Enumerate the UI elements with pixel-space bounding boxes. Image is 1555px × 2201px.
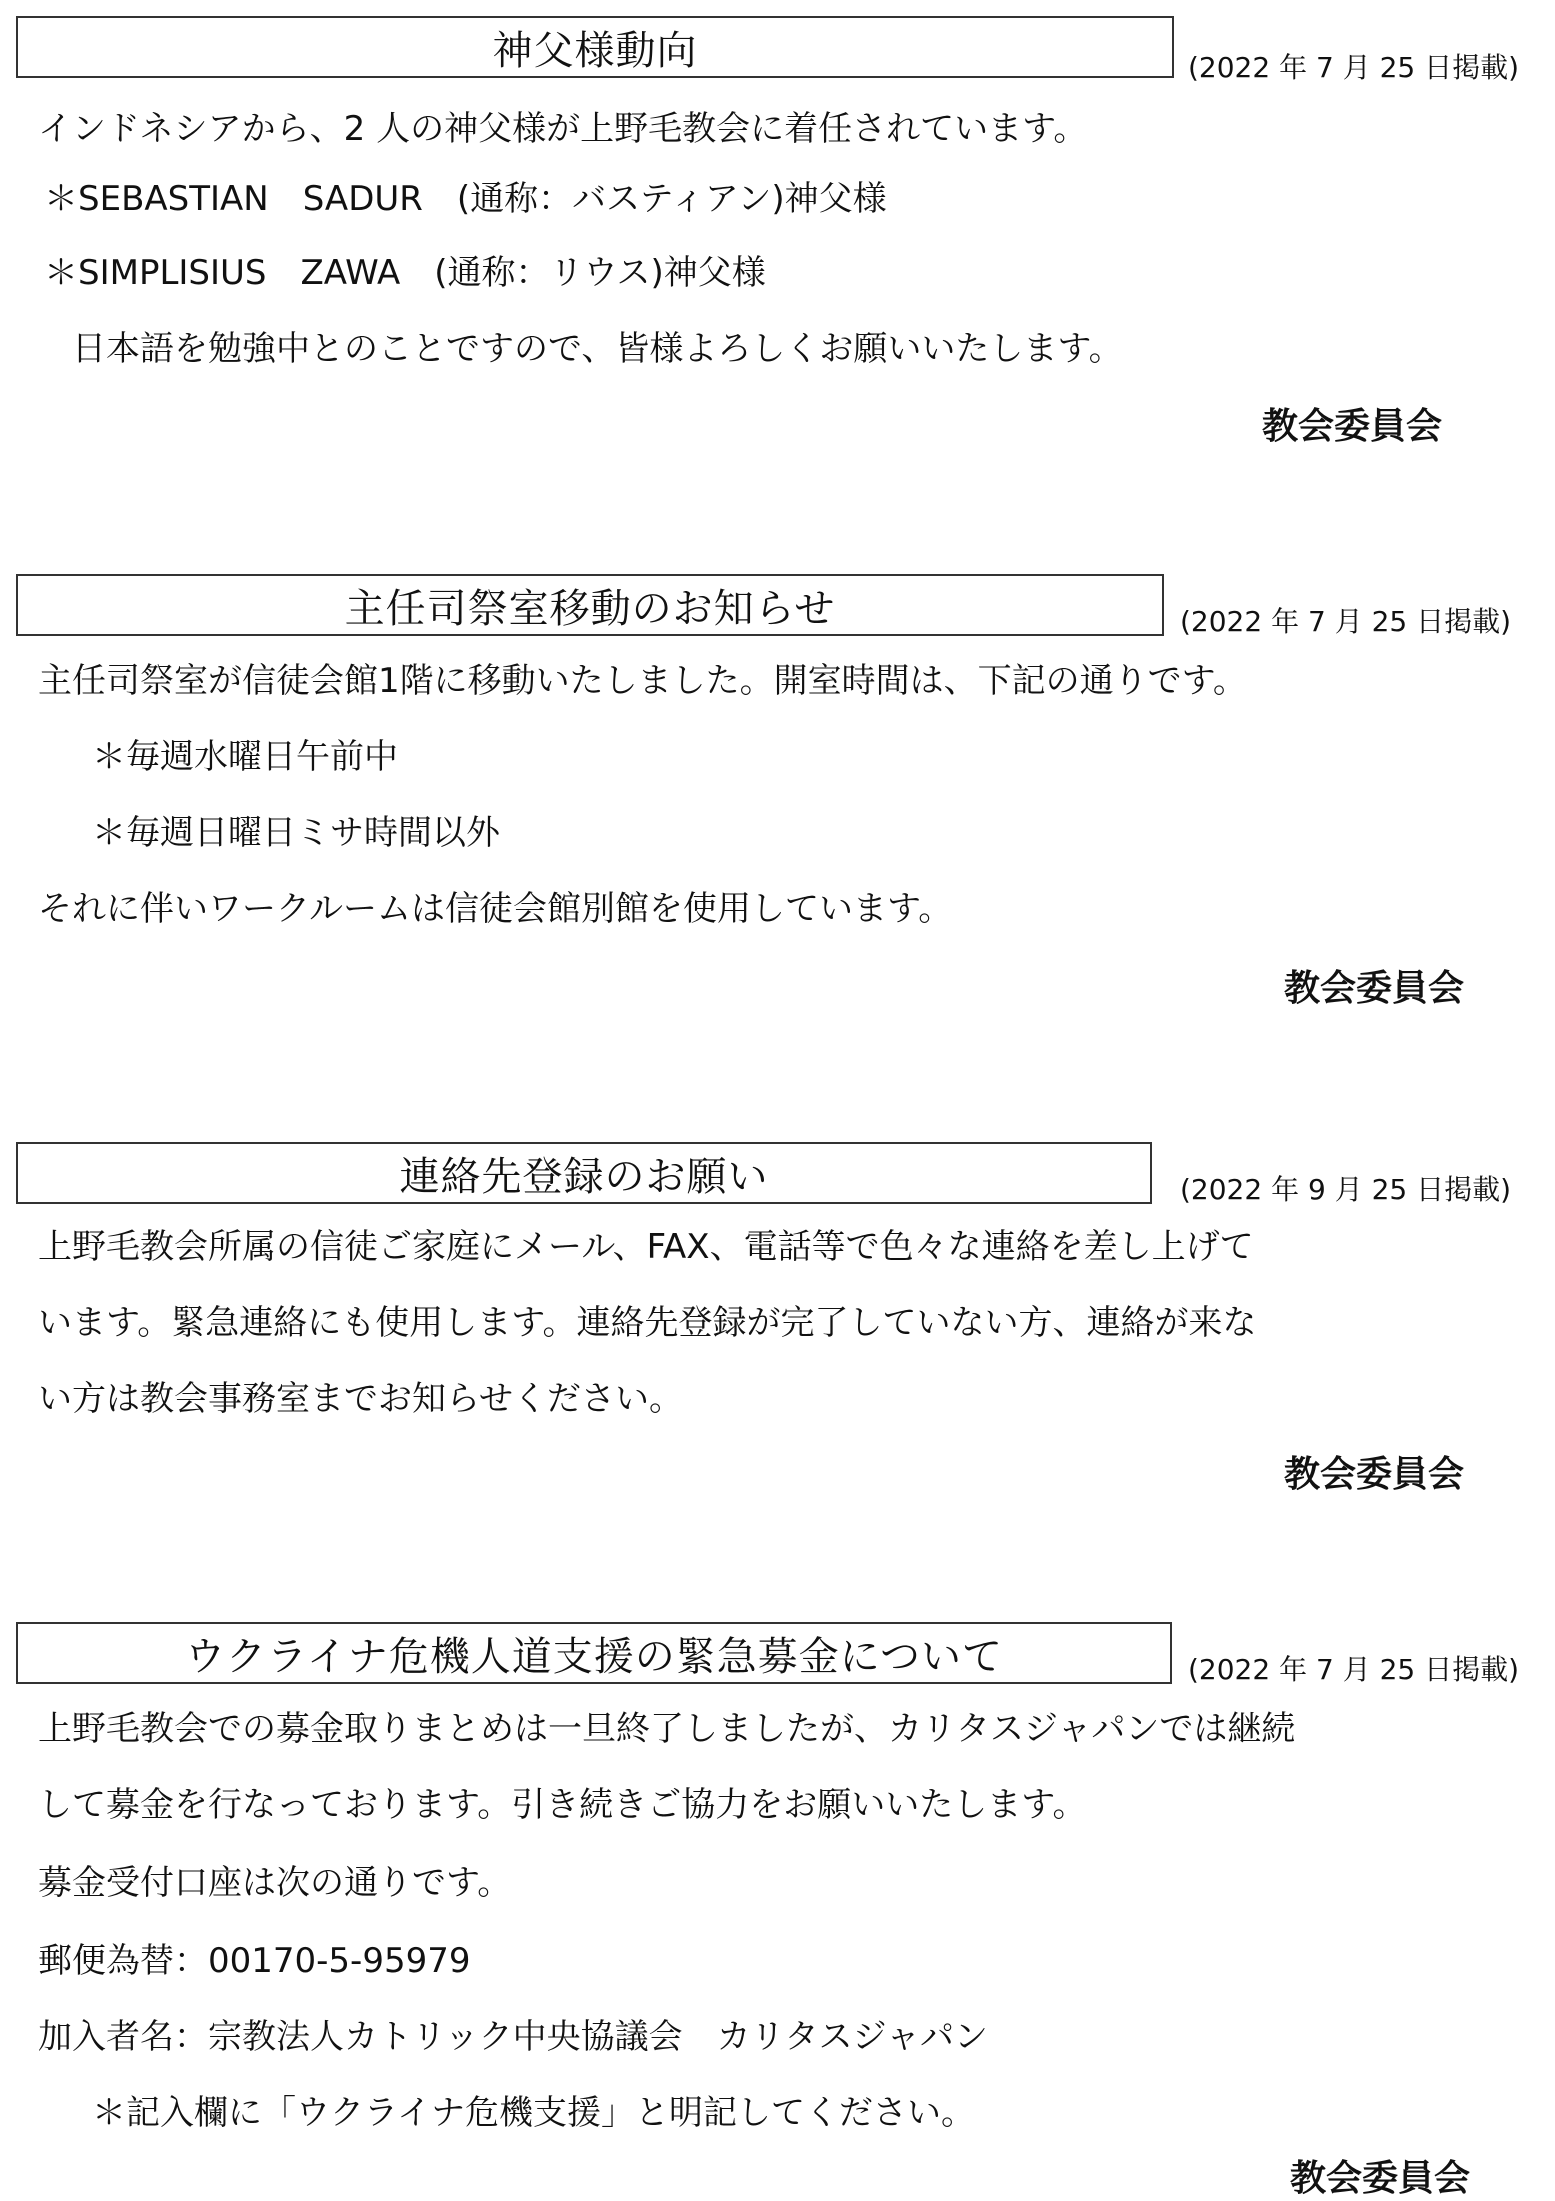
signature: 教会委員会	[1262, 406, 1443, 447]
notice-title: ウクライナ危機人道支援の緊急募金について	[16, 1622, 1172, 1684]
signature: 教会委員会	[1284, 1454, 1465, 1495]
notice-line: 日本語を勉強中とのことですので、皆様よろしくお願いいたします。	[38, 329, 1123, 369]
notice-title: 神父様動向	[16, 16, 1174, 78]
notice-line: 上野毛教会所属の信徒ご家庭にメール、FAX、電話等で色々な連絡を差し上げて	[38, 1227, 1254, 1267]
notice-line: 加入者名：宗教法人カトリック中央協議会 カリタスジャパン	[38, 2017, 988, 2057]
posted-date: (2022 年 9 月 25 日掲載)	[1180, 1173, 1512, 1206]
signature: 教会委員会	[1284, 968, 1465, 1009]
notice-title: 主任司祭室移動のお知らせ	[16, 574, 1164, 636]
notice-title: 連絡先登録のお願い	[16, 1142, 1152, 1204]
notice-line: インドネシアから、2 人の神父様が上野毛教会に着任されています。	[38, 109, 1088, 149]
notice-line: います。緊急連絡にも使用します。連絡先登録が完了していない方、連絡が来な	[38, 1303, 1257, 1343]
notice-line: ＊記入欄に「ウクライナ危機支援」と明記してください。	[58, 2093, 975, 2133]
notice-line: ＊毎週水曜日午前中	[58, 737, 398, 777]
notice-line: 主任司祭室が信徒会館1階に移動いたしました。開室時間は、下記の通りです。	[38, 661, 1247, 701]
notice-line: 募金受付口座は次の通りです。	[38, 1863, 512, 1903]
posted-date: (2022 年 7 月 25 日掲載)	[1188, 1653, 1520, 1686]
notice-line: 郵便為替：00170-5-95979	[38, 1941, 471, 1981]
notice-line: それに伴いワークルームは信徒会館別館を使用しています。	[38, 889, 953, 929]
posted-date: (2022 年 7 月 25 日掲載)	[1180, 605, 1512, 638]
posted-date: (2022 年 7 月 25 日掲載)	[1188, 51, 1520, 84]
signature: 教会委員会	[1290, 2158, 1471, 2199]
notice-line: して募金を行なっております。引き続きご協力をお願いいたします。	[38, 1785, 1087, 1825]
notice-line: い方は教会事務室までお知らせください。	[38, 1379, 683, 1419]
notice-line: ＊SEBASTIAN SADUR (通称：バスティアン)神父様	[44, 179, 887, 219]
notice-line: ＊SIMPLISIUS ZAWA (通称：リウス)神父様	[44, 253, 766, 293]
notice-line: 上野毛教会での募金取りまとめは一旦終了しましたが、カリタスジャパンでは継続	[38, 1709, 1296, 1749]
notice-line: ＊毎週日曜日ミサ時間以外	[58, 813, 500, 853]
